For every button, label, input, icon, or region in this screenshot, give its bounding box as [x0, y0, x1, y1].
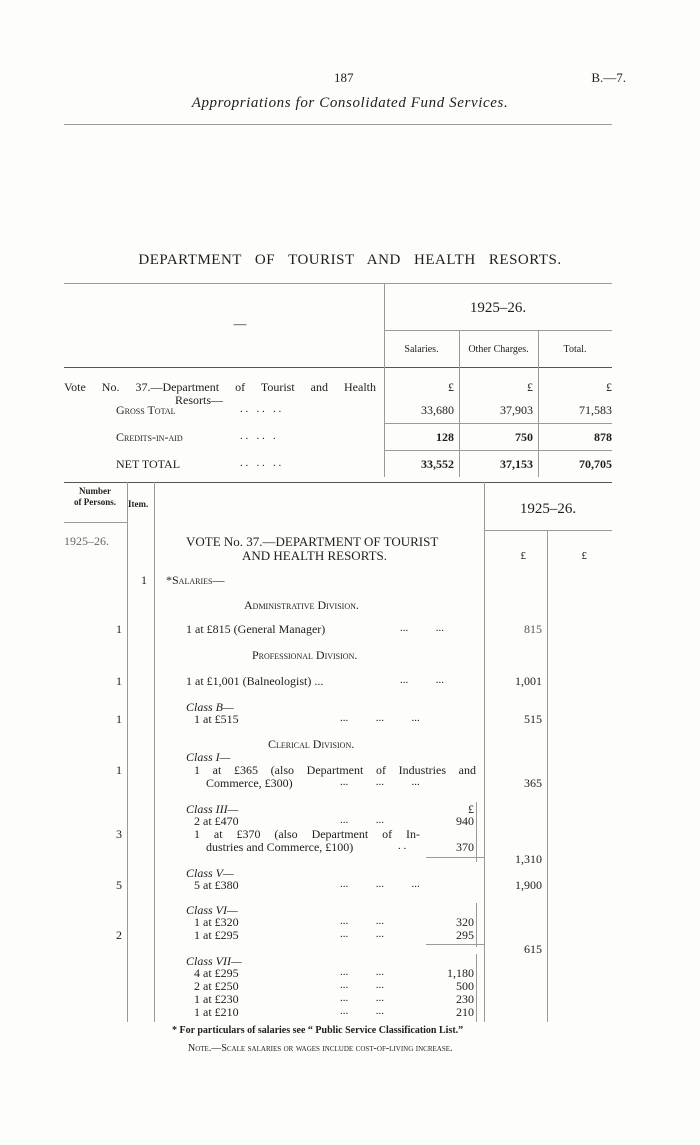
class-iii-label: Class III— — [186, 802, 239, 816]
credits-in-aid-other: 750 — [515, 430, 533, 444]
class-v-amount: 1,900 — [515, 878, 542, 892]
class-vii-line: 2 at £250 — [194, 979, 239, 993]
department-title: DEPARTMENT OF TOURIST AND HEALTH RESORTS. — [138, 252, 562, 268]
detail-col-rule — [154, 482, 155, 1022]
class-vi-leader1: ... ... — [340, 915, 384, 927]
persons-head-rule — [64, 522, 127, 523]
class-vii-line: 1 at £230 — [194, 992, 239, 1006]
credits-in-aid-total: 878 — [594, 430, 612, 444]
class-iii-pound: £ — [468, 802, 474, 816]
prof-amount: 1,001 — [515, 674, 542, 688]
persons-header-line2: of Persons. — [74, 497, 116, 507]
class-vii-amount: 210 — [456, 1005, 474, 1019]
class-iii-amount3: 370 — [456, 840, 474, 854]
header-total: Total. — [563, 344, 587, 355]
professional-division-heading: Professional Division. — [252, 648, 358, 662]
prof-leader: ... ... — [400, 674, 444, 686]
currency-total: £ — [606, 380, 612, 394]
summary-top-rule — [64, 283, 612, 284]
summary-dash: — — [233, 316, 247, 331]
class-iii-persons: 3 — [116, 827, 122, 841]
class-vi-amount2: 295 — [456, 928, 474, 942]
detail-col-rule — [127, 482, 128, 1022]
summary-year: 1925–26. — [469, 300, 527, 316]
detail-currency-2: £ — [581, 550, 587, 562]
class-iii-sum-rule — [426, 857, 484, 858]
currency-salaries: £ — [448, 380, 454, 394]
class-iii-leader3: . . — [398, 840, 407, 852]
gross-total-leader: . . . . . . — [240, 403, 282, 415]
admin-amount: 815 — [524, 622, 542, 636]
class-vii-sub-rule — [476, 954, 477, 1022]
gross-total-total: 71,583 — [579, 403, 612, 417]
detail-year: 1925–26. — [519, 501, 577, 517]
class-vii-leader: ... ... — [340, 992, 384, 1004]
administrative-division-heading: Administrative Division. — [244, 598, 359, 612]
class-vii-leader: ... ... — [340, 979, 384, 991]
class-vi-persons: 2 — [116, 928, 122, 942]
class-vii-amount: 500 — [456, 979, 474, 993]
class-vi-amount1: 320 — [456, 915, 474, 929]
scale-note: Note.—Scale salaries or wages include cost-of-living increase. — [188, 1043, 453, 1054]
class-v-leader: ... ... ... — [340, 878, 420, 890]
page-reference: B.—7. — [591, 70, 626, 85]
vote-label-line1: Vote No. 37.—Department of Tourist and Health — [64, 380, 376, 394]
gross-total-label: Gross Total — [116, 403, 176, 417]
class-vi-line1: 1 at £320 — [194, 915, 239, 929]
class-b-leader: ... ... ... — [340, 712, 420, 724]
class-b-line: 1 at £515 — [194, 712, 239, 726]
net-total-total: 70,705 — [579, 457, 612, 471]
class-iii-line1: 2 at £470 — [194, 814, 239, 828]
class-vii-line: 1 at £210 — [194, 1005, 239, 1019]
header-rule — [64, 124, 612, 125]
admin-persons: 1 — [116, 622, 122, 636]
item-header: Item. — [128, 499, 149, 509]
summary-year-rule — [384, 330, 612, 331]
salaries-heading: *Salaries— — [166, 573, 225, 587]
class-vii-line: 4 at £295 — [194, 966, 239, 980]
class-b-persons: 1 — [116, 712, 122, 726]
net-total-salaries: 33,552 — [421, 457, 454, 471]
class-i-line1: 1 at £365 (also Department of Industries and — [194, 763, 476, 777]
class-iii-leader1: ... ... — [340, 814, 384, 826]
net-total-other: 37,153 — [500, 457, 533, 471]
class-vi-total: 615 — [524, 942, 542, 956]
vote-title-line2: AND HEALTH RESORTS. — [242, 548, 387, 563]
vote-label-line2: Resorts— — [175, 393, 223, 407]
class-vii-leader: ... ... — [340, 1005, 384, 1017]
class-iii-amount1: 940 — [456, 814, 474, 828]
class-v-line: 5 at £380 — [194, 878, 239, 892]
gross-total-rule — [384, 423, 612, 424]
net-total-label: NET TOTAL — [116, 457, 181, 471]
credits-rule — [384, 450, 612, 451]
class-vi-line2: 1 at £295 — [194, 928, 239, 942]
summary-header-rule — [64, 367, 612, 368]
running-title: Appropriations for Consolidated Fund Services. — [191, 95, 509, 111]
class-b-label: Class B— — [186, 700, 234, 714]
class-iii-sub-rule — [476, 802, 477, 862]
net-total-leader: . . . . . . — [240, 457, 282, 469]
class-vii-amount: 230 — [456, 992, 474, 1006]
class-iii-total: 1,310 — [515, 852, 542, 866]
detail-top-rule — [64, 482, 612, 483]
class-vi-sum-rule — [426, 944, 484, 945]
persons-header-line1: Number — [79, 486, 111, 496]
class-iii-line2: 1 at £370 (also Department of In- — [194, 827, 420, 841]
class-vii-leader: ... ... — [340, 966, 384, 978]
admin-leader: ... ... — [400, 622, 444, 634]
class-i-label: Class I— — [186, 750, 231, 764]
detail-currency-1: £ — [520, 550, 526, 562]
detail-col-rule — [547, 530, 548, 1022]
credits-in-aid-salaries: 128 — [436, 430, 454, 444]
class-i-amount: 365 — [524, 776, 542, 790]
class-vii-amount: 1,180 — [447, 966, 474, 980]
vote-title-line1: VOTE No. 37.—DEPARTMENT OF TOURIST — [186, 534, 439, 549]
gross-total-salaries: 33,680 — [421, 403, 454, 417]
admin-line: 1 at £815 (General Manager) — [186, 622, 326, 636]
class-vi-sub-rule — [476, 903, 477, 947]
class-v-label: Class V— — [186, 866, 234, 880]
header-salaries: Salaries. — [404, 344, 439, 355]
currency-other: £ — [527, 380, 533, 394]
prof-persons: 1 — [116, 674, 122, 688]
credits-in-aid-leader: . . . . . — [240, 430, 276, 442]
year-head-rule — [484, 530, 612, 531]
class-i-persons: 1 — [116, 763, 122, 777]
class-vi-label: Class VI— — [186, 903, 238, 917]
credits-in-aid-label: Credits-in-aid — [116, 430, 183, 444]
persons-year: 1925–26. — [64, 534, 109, 548]
class-vii-label: Class VII— — [186, 954, 242, 968]
gross-total-other: 37,903 — [500, 403, 533, 417]
class-iii-line3: dustries and Commerce, £100) — [206, 840, 354, 854]
class-i-line2: Commerce, £300) — [206, 776, 293, 790]
class-v-persons: 5 — [116, 878, 122, 892]
prof-line: 1 at £1,001 (Balneologist) ... — [186, 674, 324, 688]
item-number: 1 — [141, 573, 147, 587]
footnote: * For particulars of salaries see “ Public Service Classification List.” — [172, 1025, 464, 1036]
clerical-division-heading: Clerical Division. — [268, 737, 355, 751]
persons-header — [64, 486, 126, 508]
detail-col-rule — [484, 482, 485, 1022]
class-vi-leader2: ... ... — [340, 928, 384, 940]
class-i-leader: ... ... ... — [340, 776, 420, 788]
page-number: 187 — [334, 70, 354, 85]
header-other-charges: Other Charges. — [468, 344, 529, 355]
class-b-amount: 515 — [524, 712, 542, 726]
